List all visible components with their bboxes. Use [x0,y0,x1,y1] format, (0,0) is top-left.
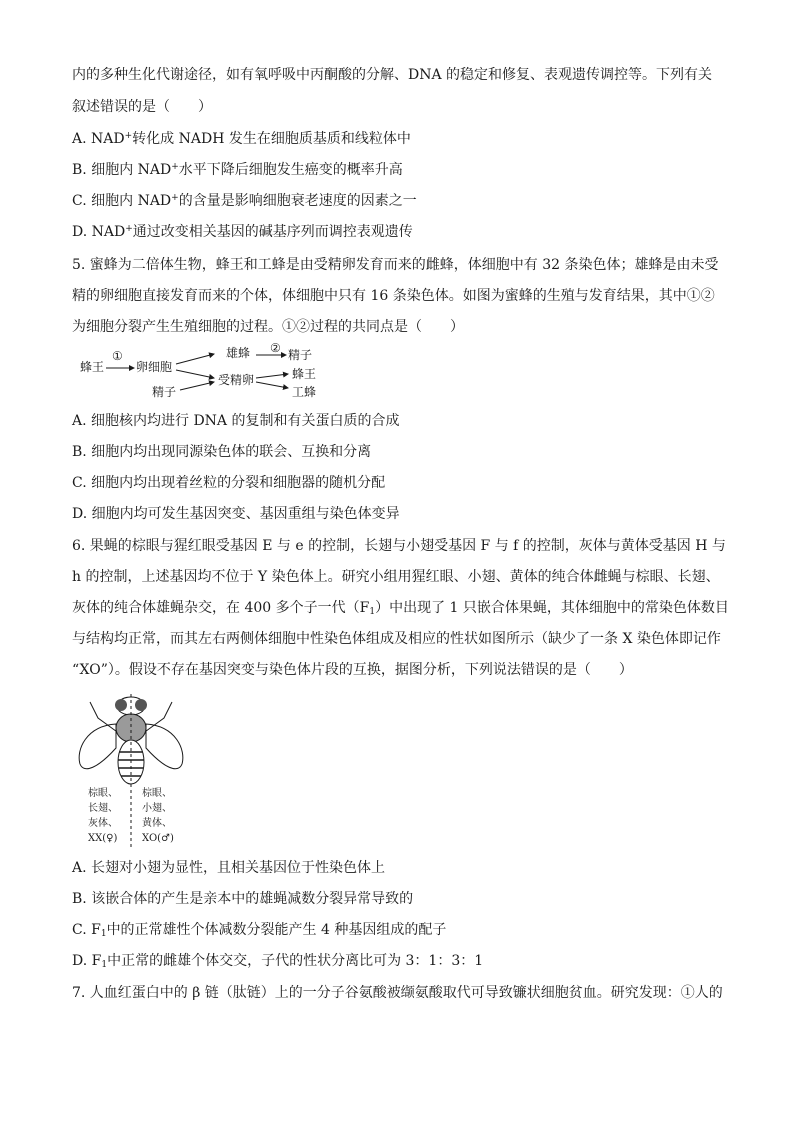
right-trait-3: 黄体、 [142,818,172,829]
right-trait-1: 棕眼、 [142,788,172,799]
label-queen-out: 蜂王 [292,367,317,381]
q6-stem-line5: “XO”）。假设不存在基因突变与染色体片段的互换，据图分析，下列说法错误的是（ ） [72,662,633,678]
left-wing-shape [79,724,116,769]
label-step2: ② [270,341,281,355]
right-trait-2: 小翅、 [142,803,172,814]
arrow-egg-to-drone [176,354,214,364]
q4-option-a[interactable]: A. NAD+转化成 NADH 发生在细胞质基质和线粒体中 [72,131,411,147]
right-wing-shape [146,724,183,769]
q5-option-c[interactable]: C. 细胞内均出现着丝粒的分裂和细胞器的随机分配 [72,475,386,491]
label-egg: 卵细胞 [136,360,173,374]
q4-option-d[interactable]: D. NAD+通过改变相关基因的碱基序列而调控表观遗传 [72,224,413,240]
q6-stem-line3: 灰体的纯合体雄蝇杂交，在 400 多个子一代$(F_1)$中出现了 1 只嵌合体果蝇，其体细胞中的常染色体数目 [72,600,729,617]
q6-stem-line4: 与结构均正常，而其左右两侧体细胞中性染色体组成及相应的性状如图所示（缺少了一条 X 染色体即记作 [72,631,721,647]
q4-option-b[interactable]: B. 细胞内 NAD+水平下降后细胞发生癌变的概率升高 [72,162,403,178]
label-sperm-out: 精子 [288,348,313,362]
left-trait-1: 棕眼、 [88,788,118,799]
q5-stem-line2: 精的卵细胞直接发育而来的个体，体细胞中只有 16 条染色体。如图为蜜蜂的生殖与发育结果，其中①② [72,288,715,304]
q5-stem-line1: 5. 蜜蜂为二倍体生物，蜂王和工蜂是由受精卵发育而来的雌蜂，体细胞中有 32 条染色体；雄蜂是由未受 [72,257,719,273]
label-queen: 蜂王 [80,360,105,374]
q5-option-d[interactable]: D. 细胞内均可发生基因突变、基因重组与染色体变异 [72,506,400,522]
bee-reproduction-diagram [76,340,336,400]
label-drone: 雄蜂 [226,346,251,360]
arrow-egg-to-zygote [176,370,214,378]
label-sperm-in: 精子 [152,385,177,399]
arrow-sperm-to-zygote [180,382,214,390]
q4-stem-line2: 叙述错误的是（ ） [72,99,212,115]
left-eye-shape [115,699,127,711]
arrow-zygote-to-worker [256,382,288,388]
label-zygote: 受精卵 [218,373,255,387]
label-worker: 工蜂 [292,385,317,399]
arrow-zygote-to-queen [256,374,288,378]
right-eye-shape [135,699,147,711]
left-sex-chromosomes: XX(♀) [88,833,118,844]
left-trait-3: 灰体、 [88,818,118,829]
label-step1: ① [112,349,123,363]
q6-stem-line1: 6. 果蝇的棕眼与猩红眼受基因 E 与 e 的控制，长翅与小翅受基因 F 与 f 的控制，灰体与黄体受基因 H 与 [72,538,726,554]
gynandromorph-fly-figure [76,690,186,850]
q6-option-a[interactable]: A. 长翅对小翅为显性，且相关基因位于性染色体上 [72,860,386,876]
left-trait-2: 长翅、 [88,803,118,814]
q6-option-d[interactable]: D. $F_1$中正常的雌雄个体交交，子代的性状分离比可为 3：1：3：1 [72,953,484,970]
q6-option-b[interactable]: B. 该嵌合体的产生是亲本中的雄蝇减数分裂异常导致的 [72,891,414,907]
q5-option-a[interactable]: A. 细胞核内均进行 DNA 的复制和有关蛋白质的合成 [72,413,400,429]
q5-stem-line3: 为细胞分裂产生生殖细胞的过程。①②过程的共同点是（ ） [72,319,464,335]
q7-stem-line1: 7. 人血红蛋白中的 β 链（肽链）上的一分子谷氨酸被缬氨酸取代可导致镰状细胞贫血。研究发现：①人的 [72,985,723,1001]
q5-option-b[interactable]: B. 细胞内均出现同源染色体的联会、互换和分离 [72,444,372,460]
q6-option-c[interactable]: C. $F_1$中的正常雄性个体减数分裂能产生 4 种基因组成的配子 [72,922,447,939]
q4-option-c[interactable]: C. 细胞内 NAD+的含量是影响细胞衰老速度的因素之一 [72,193,417,209]
right-sex-chromosomes: XO(♂) [142,833,174,844]
q4-stem-line1: 内的多种生化代谢途径，如有氧呼吸中丙酮酸的分解、DNA 的稳定和修复、表观遗传调控等。下列有关 [72,67,713,83]
q6-stem-line2: h 的控制，上述基因均不位于 Y 染色体上。研究小组用猩红眼、小翅、黄体的纯合体雌蝇与棕眼、长翅、 [72,569,720,585]
